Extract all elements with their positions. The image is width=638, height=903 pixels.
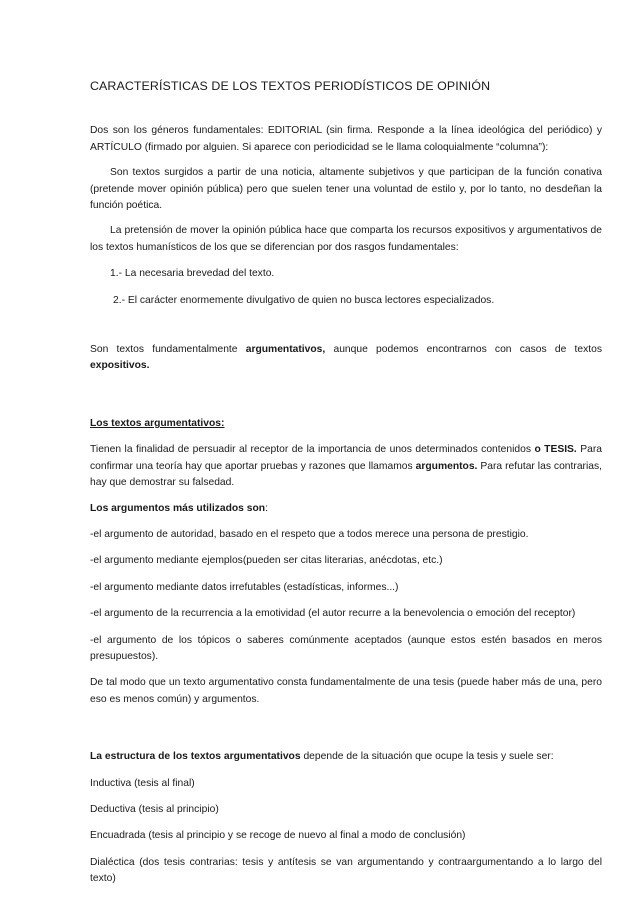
- text-run: Tienen la finalidad de persuadir al receptor de la importancia de unos determinados contenidos: [90, 444, 535, 456]
- argument-examples: -el argumento mediante ejemplos(pueden ser citas literarias, anécdotas, etc.): [90, 555, 443, 567]
- structure-deductive: Deductiva (tesis al principio): [90, 803, 219, 815]
- argument-emotion: -el argumento de la recurrencia a la emotividad (el autor recurre a la benevolencia o emoción del receptor): [90, 608, 576, 620]
- text-run: Para refutar las contrarias, hay que demostrar su falsedad.: [90, 460, 603, 489]
- text-run: Son textos fundamentalmente: [90, 344, 246, 356]
- paragraph-characteristics: Son textos surgidos a partir de una noticia, altamente subjetivos y que participan de la función conativa (pretende mover opinión pública) pero que suelen tener una voluntad de estilo y, por lo tanto, no desdeñan la función poética.: [90, 167, 602, 212]
- bold-tesis: o TESIS.: [534, 444, 577, 456]
- argument-topics: -el argumento de los tópicos o saberes comúnmente aceptados (aunque estos estén basados en meros presupuestos).: [90, 634, 602, 662]
- argument-authority: -el argumento de autoridad, basado en el respeto que a todos merece una persona de prestigio.: [90, 528, 529, 540]
- structure-inductive: Inductiva (tesis al final): [90, 777, 195, 789]
- bold-expositivos: expositivos.: [90, 360, 150, 372]
- colon: :: [265, 502, 268, 514]
- bold-structure: La estructura de los textos argumentativos: [90, 751, 301, 763]
- paragraph-genres: Dos son los géneros fundamentales: EDITORIAL (sin firma. Responde a la línea ideológica del periódico) y ARTÍCULO (firmado por alguien. Si aparece con periodicidad se le llama coloquialmente “columna”):: [90, 125, 602, 153]
- page-title: CARACTERÍSTICAS DE LOS TEXTOS PERIODÍSTICOS DE OPINIÓN: [90, 79, 491, 93]
- paragraph-persuade: [90, 442, 602, 491]
- arguments-heading-text: Los argumentos más utilizados son: [90, 502, 266, 514]
- section-heading-argumentative: [90, 416, 602, 432]
- bold-argumentativos: argumentativos,: [245, 344, 326, 356]
- argument-data: -el argumento mediante datos irrefutables (estadísticas, informes...): [90, 581, 399, 593]
- paragraph-pretension: La pretensión de mover la opinión pública hace que comparta los recursos expositivos y argumentativos de los textos humanísticos de los que se diferencian por dos rasgos fundamentales:: [90, 225, 602, 253]
- text-run: aunque podemos encontrarnos con casos de textos: [325, 344, 602, 356]
- paragraph-structure: [90, 749, 602, 765]
- heading-text: Los textos argumentativos:: [90, 417, 225, 429]
- paragraph-conclusion: De tal modo que un texto argumentativo consta fundamentalmente de una tesis (puede haber más de una, pero eso es menos común) y argumentos.: [90, 677, 602, 705]
- arguments-heading: [90, 501, 602, 517]
- structure-dialectic: Dialéctica (dos tesis contrarias: tesis y antítesis se van argumentando y contraargumentando a lo largo del texto): [90, 856, 602, 885]
- text-run: depende de la situación que ocupe la tesis y suele ser:: [300, 751, 554, 763]
- bold-argumentos: argumentos.: [415, 460, 478, 472]
- text-run: Para confirmar una teoría hay que aportar pruebas y razones que llamamos: [90, 444, 602, 472]
- list-item-divulgative: 2.- El carácter enormemente divulgativo de quien no busca lectores especializados.: [113, 294, 495, 306]
- paragraph-text-types: [90, 342, 602, 375]
- structure-framed: Encuadrada (tesis al principio y se recoge de nuevo al final a modo de conclusión): [90, 830, 466, 842]
- list-item-brevity: 1.- La necesaria brevedad del texto.: [110, 268, 275, 280]
